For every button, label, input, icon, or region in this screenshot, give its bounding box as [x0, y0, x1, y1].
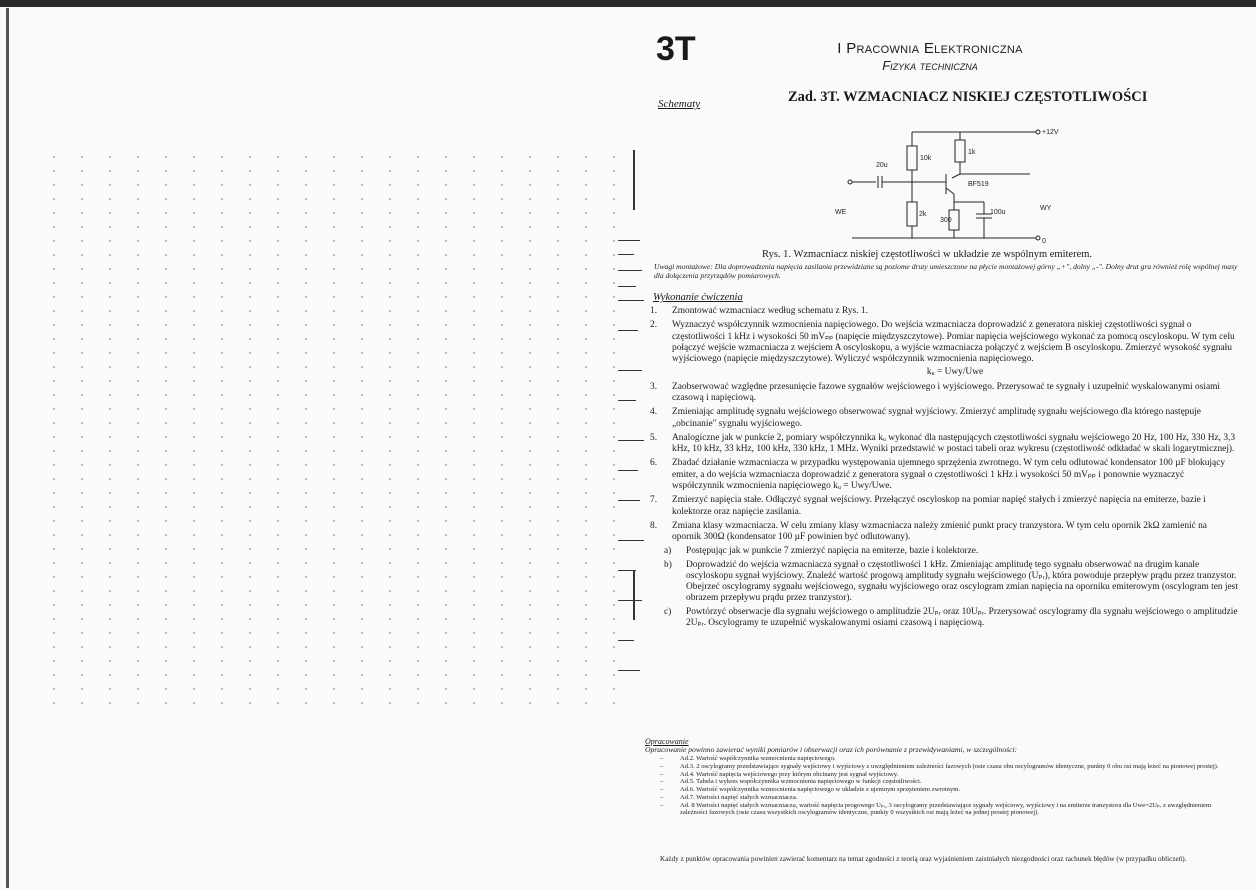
step-item: 7. Zmierzyć napięcia stałe. Odłączyć sygnał wejściowy. Przełączyć oscyloskop na pomiar napięć stałych i zmierzyć napięcia na emiterze, bazie i kolektorze oraz napięcie zasilania.: [650, 495, 1206, 517]
lab-subtitle: Fizyka techniczna: [882, 58, 978, 73]
procedure-heading: Wykonanie ćwiczenia: [653, 292, 743, 303]
scan-left-edge: [6, 8, 9, 888]
exercise-code: 3T: [656, 30, 696, 68]
step-item: 3. Zaobserwować względne przesunięcie fazowe sygnałów wejściowego i wyjściowego. Przerysować te sygnały i uzupełnić wyskalowanymi osiami czasową i napięciową.: [650, 381, 1221, 403]
label-input: WE: [835, 209, 847, 216]
report-item: – Ad.2. Wartość współczynnika wzmocnienia napięciowego.: [660, 755, 836, 762]
margin-marks: [618, 240, 648, 690]
lab-name: I Pracownia Elektroniczna: [837, 40, 1023, 57]
dot-grid-page: [40, 150, 620, 710]
page-title: Zad. 3T. WZMACNIACZ NISKIEJ CZĘSTOTLIWOŚCI: [788, 89, 1148, 105]
figure-caption: Rys. 1. Wzmacniacz niskiej częstotliwości w układzie ze wspólnym emiterem.: [762, 249, 1093, 260]
report-final-note: Każdy z punktów opracowania powinien zawierać komentarz na temat zgodności z teorią oraz wyjaśnieniem zaistniałych niezgodności oraz rachunek błędów (w przypadku obliczeń).: [660, 855, 1187, 863]
margin-line: [633, 570, 635, 620]
label-ground: 0: [1042, 238, 1046, 245]
step-item: 5. Analogiczne jak w punkcie 2, pomiary współczynnika kᵤ wykonać dla następujących częstotliwości sygnału wejściowego 20 Hz, 100 Hz, 330 Hz, 3,3 kHz, 10 kHz, 33 kHz, 100 kHz, 330 kHz, 1 MHz. Wyniki przedstawić w postaci tabeli oraz wykresu (częstotliwość odkładać w skali logarytmicznej).: [650, 432, 1236, 455]
circuit-schematic: [835, 122, 1060, 250]
step-item: 4. Zmieniając amplitudę sygnału wejściowego obserwować sygnał wyjściowy. Zmierzyć amplitudę sygnału wejściowego dla którego następuje „obcinanie" sygnału wyjściowego.: [650, 407, 1201, 429]
gain-formula: kᵤ = Uwy/Uwe: [926, 367, 984, 378]
label-r1: 10k: [920, 155, 932, 162]
margin-line: [633, 150, 635, 210]
assembly-note: Uwagi montażowe: Dla doprowadzenia napięcia zasilania przewidziane są poziome druty umieszczone na płycie montażowej górny „+", dolny „-". Dolny drut gra również rolę wspólnej masy dla dołączenia przyrządów pomiarowych.: [654, 262, 1238, 281]
report-heading: Opracowanie: [645, 737, 689, 746]
label-vcc: +12V: [1042, 129, 1059, 136]
lab-header: [800, 40, 1060, 73]
procedure-steps: [650, 306, 1238, 631]
scan-top-border: [0, 0, 1256, 7]
schematic-heading: Schematy: [658, 98, 701, 110]
label-r4: 300: [940, 217, 952, 224]
step-item: 8. Zmiana klasy wzmacniacza. W celu zmiany klasy wzmacniacza należy zmienić punkt pracy tranzystora. W tym celu opornik 2kΩ zamienić na opornik 300Ω (kondensator 100 µF powinien być odlutowany).: [650, 520, 1207, 543]
step-item: 1. Zmontować wzmacniacz według schematu z Rys. 1.: [650, 306, 868, 316]
step-item: 2. Wyznaczyć współczynnik wzmocnienia napięciowego. Do wejścia wzmacniacza doprowadzić z generatora niskiej częstotliwości sygnał o częstotliwości 1 kHz i wysokości 50 mVₚₚ (napięcie międzyszczytowe). Pomiar napięcia wejściowego wykonać za pomocą oscyloskopu. W tym celu połączyć wejście wzmacniacza z wejściem A oscyloskopu, a wyjście wzmacniacza połączyć z wejściem B oscyloskopu. Zmierzyć wysokość sygnału wyjściowego (napięcie międzyszczytowe). Wyliczyć współczynnik wzmocnienia napięciowego. kᵤ = Uwy/Uwe: [650, 320, 1238, 378]
label-c-in: 20u: [876, 162, 888, 169]
substep-item: a) Postępując jak w punkcie 7 zmierzyć napięcia na emiterze, bazie i kolektorze.: [664, 546, 979, 557]
label-output: WY: [1040, 205, 1052, 212]
label-r2: 1k: [968, 149, 976, 156]
report-item: – Ad.3. 2 oscylogramy przedstawiające sygnały wejściowy i wyjściowy z uwzględnieniem zależności fazowych (osie czasu obu oscylogramów identyczne, punkty 0 obu osi mają leżeć na pionowej prostej).: [660, 762, 1219, 770]
substep-item: b) Doprowadzić do wejścia wzmacniacza sygnał o częstotliwości 1 kHz. Zmieniając amplitudę tego sygnału obserwować na drugim kanale oscyloskopu sygnał wyjściowy. Znaleźć wartość progową amplitudy sygnału wejściowego (Uₚᵣ), która powoduje przepływ prądu przez tranzystor. Obejrzeć oscylogramy sygnału wejściowego, sygnału wyjściowego oraz oscylogram zmian napięcia na oporniku emiterowym (oscylogram ten jest obrazem przepływu prądu przez tranzystor).: [664, 559, 1238, 604]
report-item: – Ad.6. Wartość współczynnika wzmocnienia napięciowego w układzie z ujemnym sprzężeniem zwrotnym.: [660, 786, 961, 794]
report-item: – Ad.7. Wartości napięć stałych wzmacniacza.: [660, 793, 798, 801]
label-r3: 2k: [919, 211, 927, 218]
step-item: 6. Zbadać działanie wzmacniacza w przypadku występowania ujemnego sprzężenia zwrotnego. W tym celu odlutować kondensator 100 µF blokujący emiter, a do wejścia wzmacniacza doprowadzić z generatora sygnał o częstotliwości 1 kHz i wysokości 50 mVₚₚ i ponownie wyznaczyć współczynnik wzmocnienia napięciowego kᵤ = Uwy/Uwe.: [650, 458, 1226, 491]
report-items: [660, 755, 1220, 817]
label-transistor: BF519: [968, 181, 989, 188]
substep-item: c) Powtórzyć obserwacje dla sygnału wejściowego o amplitudzie 2Uₚᵣ oraz 10Uₚᵣ. Przerysować oscylogramy dla sygnału wejściowego o amplitudzie 2Uₚᵣ. Oscylogramy te uzupełnić wyskalowanymi osiami czasową i napięciową.: [664, 606, 1238, 629]
report-intro: Opracowanie powinno zawierać wyniki pomiarów i obserwacji oraz ich porównanie z przewidywaniami, w szczególności:: [645, 745, 1018, 754]
label-c-e: 100u: [990, 209, 1006, 216]
report-item: – Ad.5. Tabela i wykres współczynnika wzmocnienia napięciowego w funkcji częstotliwości.: [660, 778, 922, 786]
report-item: – Ad.4. Wartość napięcia wejściowego przy którym obcinany jest sygnał wyjściowy.: [660, 770, 899, 778]
report-item: – Ad. 8 Wartości napięć stałych wzmacniacza, wartość napięcia progowego Uₚᵣ, 3 oscylogramy przedstawiające sygnały wejściowy, wyjściowy i na emiterze tranzystora dla Uwe=2Uₚᵣ z uwzględnieniem zależności fazowych (osie czasu wszystkich oscylogramów identyczne, punkty 0 wszystkich osi mają leżeć na jednej prostej pionowej).: [660, 801, 1212, 817]
